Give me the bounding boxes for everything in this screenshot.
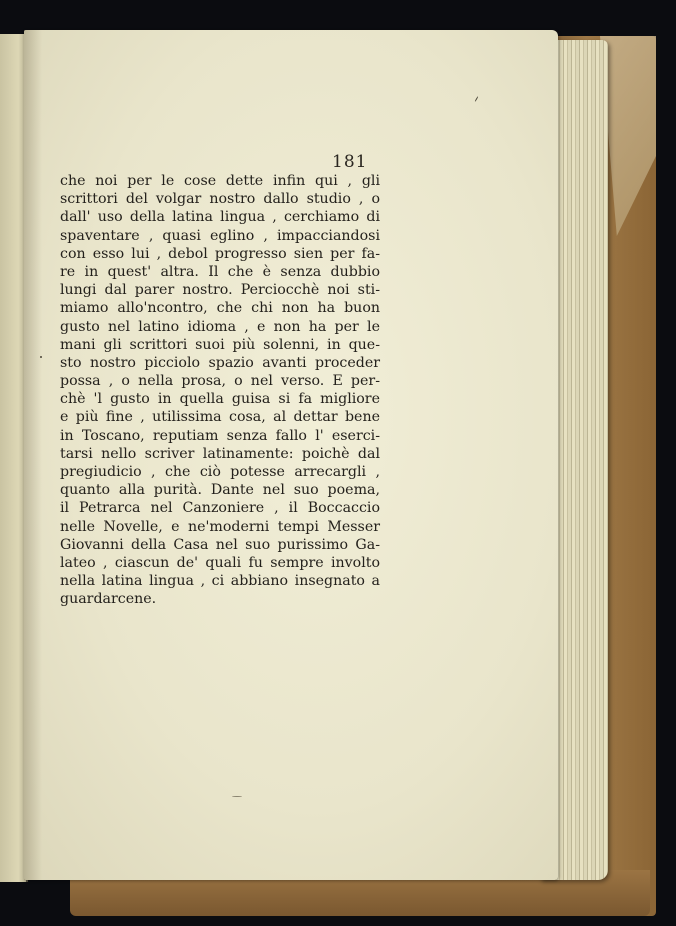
text-line: scrittori del volgar nostro dallo studio , o bbox=[60, 191, 380, 208]
text-line: Giovanni della Casa nel suo purissimo Ga- bbox=[60, 536, 380, 553]
text-line: guardarcene. bbox=[60, 591, 157, 608]
text-line: pregiudicio , che ciò potesse arrecargli , bbox=[60, 464, 380, 480]
text-line: gusto nel latino idioma , e non ha per le bbox=[60, 318, 380, 335]
text-line: miamo allo'ncontro, che chi non ha buon bbox=[60, 300, 380, 317]
page-number: 181 bbox=[332, 152, 368, 172]
text-line: e più fine , utilissima cosa, al dettar bene bbox=[60, 409, 380, 426]
gutter-shadow bbox=[24, 30, 42, 880]
text-line: quanto alla purità. Dante nel suo poema, bbox=[60, 482, 380, 499]
page-text bbox=[60, 172, 380, 609]
paper-speck bbox=[40, 356, 42, 358]
text-line: nelle Novelle, e ne'moderni tempi Messer bbox=[60, 518, 380, 535]
text-line: sto nostro picciolo spazio avanti proceder bbox=[60, 354, 380, 371]
text-line: lateo , ciascun de' quali fu sempre involto bbox=[60, 554, 380, 571]
text-line: il Petrarca nel Canzoniere , il Boccaccio bbox=[60, 500, 380, 517]
text-line: dall' uso della latina lingua , cerchiamo di bbox=[60, 209, 380, 226]
text-line: mani gli scrittori suoi più solenni, in que- bbox=[60, 336, 380, 353]
text-line: possa , o nella prosa, o nel verso. E per- bbox=[60, 373, 380, 390]
text-line: chè 'l gusto in quella guisa si fa migliore bbox=[60, 391, 380, 408]
text-line: spaventare , quasi eglino , impacciandosi bbox=[60, 227, 380, 244]
text-line: lungi dal parer nostro. Perciocchè noi sti- bbox=[60, 282, 380, 299]
text-line: re in quest' altra. Il che è senza dubbio bbox=[60, 263, 380, 280]
text-line: con esso lui , debol progresso sien per fa- bbox=[60, 245, 380, 262]
text-line: in Toscano, reputiam senza fallo l' eserci- bbox=[60, 427, 380, 444]
text-line: nella latina lingua , ci abbiano insegnato a bbox=[60, 573, 380, 590]
text-line: che noi per le cose dette infin qui , gli bbox=[60, 173, 380, 189]
paper-speck bbox=[232, 796, 242, 797]
text-line: tarsi nello scriver latinamente: poichè dal bbox=[60, 445, 380, 462]
